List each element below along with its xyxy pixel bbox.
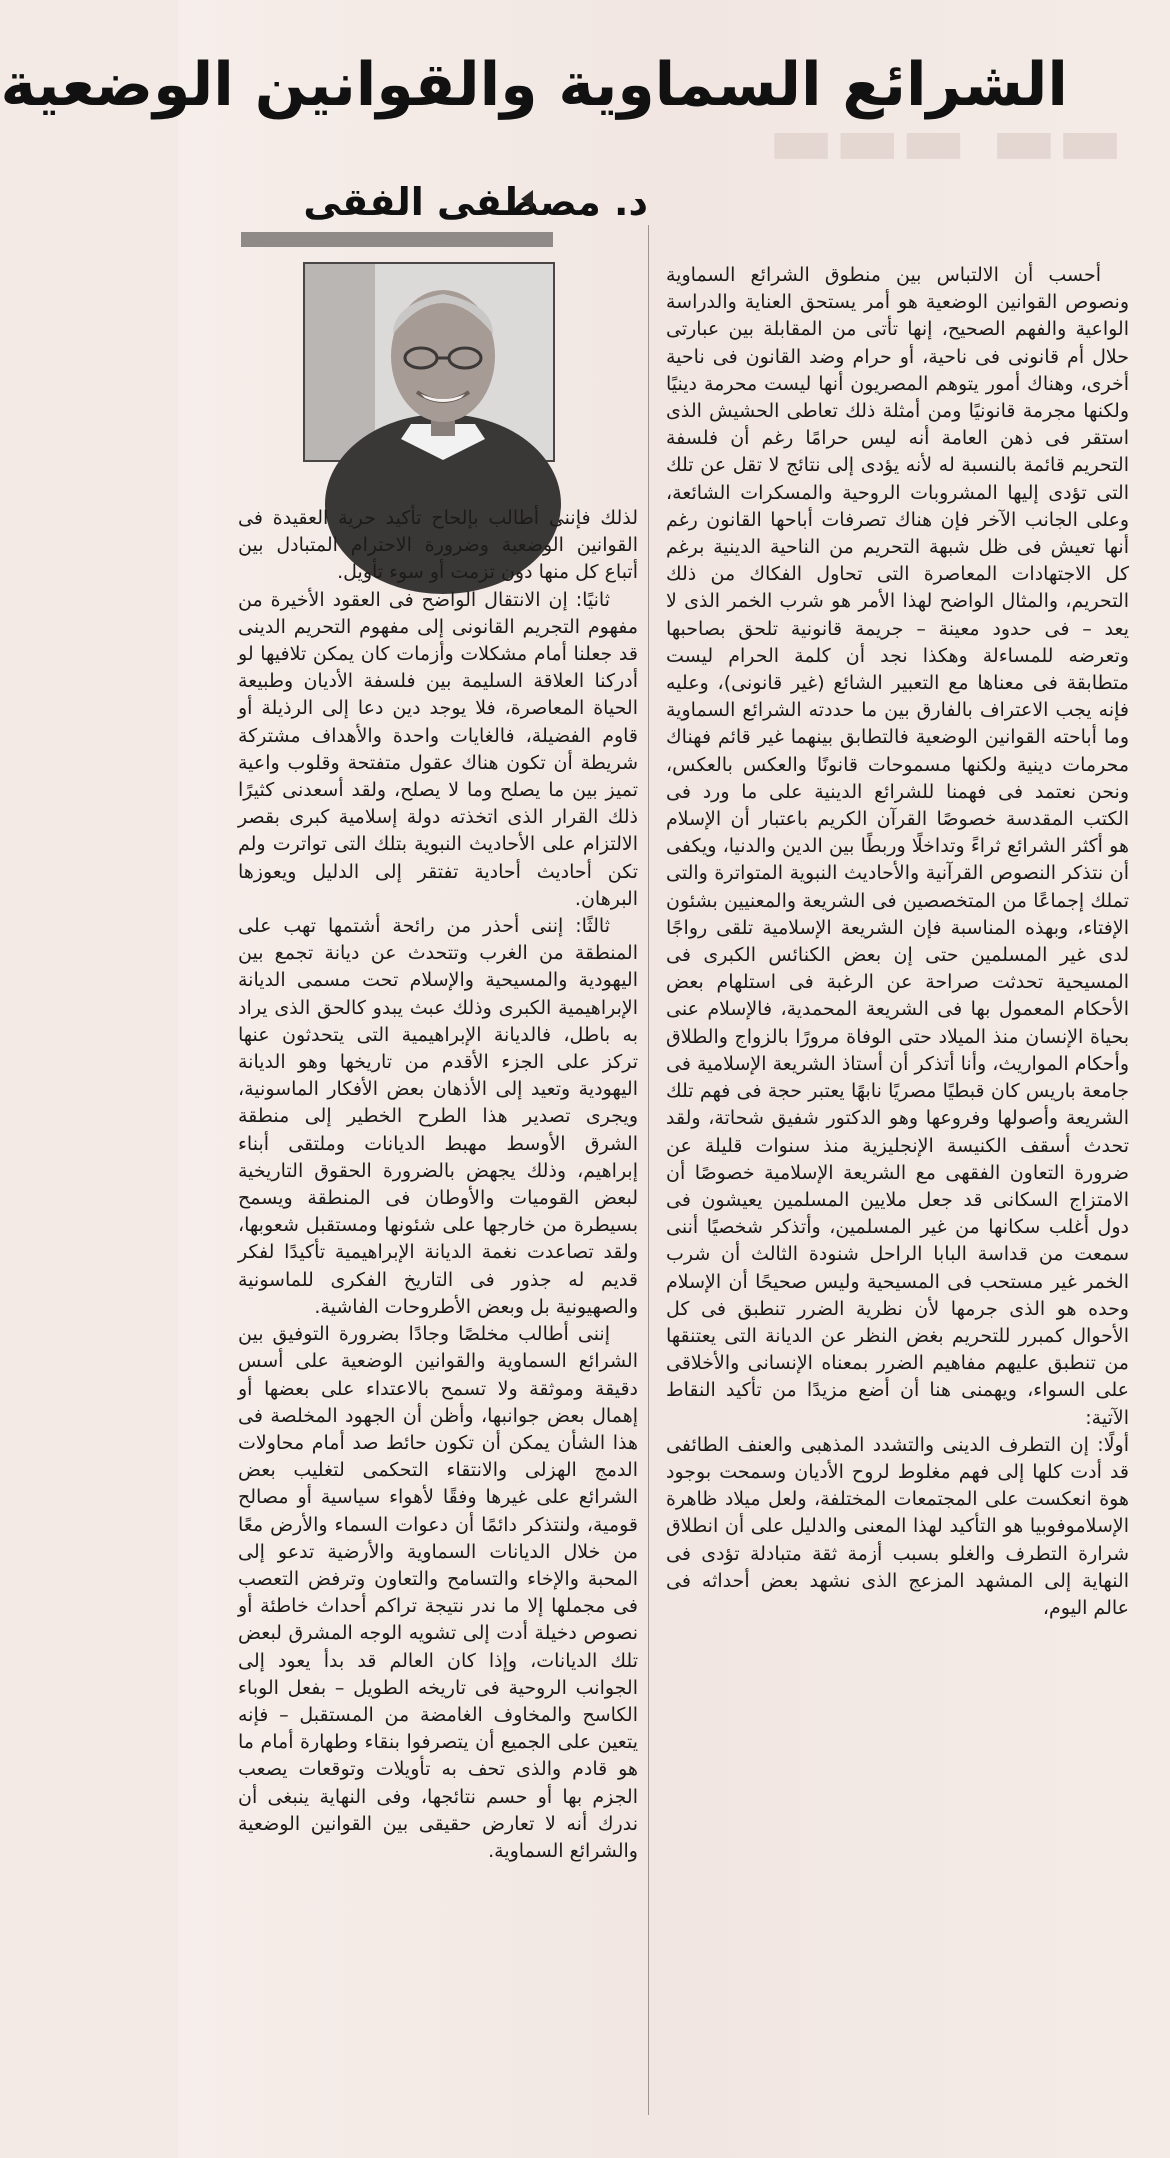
author-photo [303, 262, 555, 462]
article-column-right [666, 262, 1129, 2107]
paragraph-point-1: أولًا: إن التطرف الدينى والتشدد المذهبى والعنف الطائفى قد أدت كلها إلى فهم مغلوط لروح الأديان وسمحت بوجود هوة انعكست على المجتمعات المختلفة، ولعل ميلاد ظاهرة الإسلاموفوبيا هو التأكيد لهذا المعنى والدليل على أن انطلاق شرارة التطرف والغلو بسبب أزمة ثقة متبادلة تؤدى فى النهاية إلى المشهد المزعج الذى نشهد بعض أحداثه فى عالم اليوم، [666, 1433, 1129, 1619]
article-headline: الشرائع السماوية والقوانين الوضعية [0, 50, 1068, 120]
paragraph-point-3: ثالثًا: إننى أحذر من رائحة أشتمها تهب على المنطقة من الغرب وتتحدث عن ديانة تجمع بين اليهودية والمسيحية والإسلام تحت مسمى الديانة الإبراهيمية الكبرى وذلك عبث يبدو كالحق الذى يراد به باطل، فالديانة الإبراهيمية التى يتحدثون عنها تركز على الجزء الأقدم من تاريخها وهو الديانة اليهودية وتعيد إلى الأذهان بعض الأفكار الماسونية، ويجرى تصدير هذا الطرح الخطير إلى منطقة الشرق الأوسط مهبط الديانات وملتقى أبناء إبراهيم، وذلك يجهض بالضرورة الحقوق التاريخية لبعض القوميات والأوطان فى المنطقة ويسمح بسيطرة من خارجها على شئونها ومستقبل شعوبها، ولقد تصاعدت نغمة الديانة الإبراهيمية تأكيدًا لفكر قديم له جذور فى التاريخ الفكرى للماسونية والصهيونية بل وبعض الأطروحات الفاشية. [238, 915, 638, 1318]
paragraph-conclusion: إننى أطالب مخلصًا وجادًا بضرورة التوفيق بين الشرائع السماوية والقوانين الوضعية على أسس دقيقة وموثقة ولا تسمح بالاعتداء على بعضها أو إهمال بعض جوانبها، وأظن أن الجهود المخلصة فى هذا الشأن يمكن أن تكون حائط صد أمام محاولات الدمج الهزلى والانتقاء التحكمى لتغليب بعض الشرائع على غيرها وفقًا لأهواء سياسية أو مصالح قومية، ولنتذكر دائمًا أن دعوات السماء والأرض معًا من خلال الديانات السماوية والأرضية تدعو إلى المحبة والإخاء والتسامح والتعاون وترفض التعصب فى مجملها إلا ما ندر نتيجة تراكم أحداث خاطئة أو نصوص دخيلة أدت إلى تشويه الوجه المشرق لبعض تلك الديانات، وإذا كان العالم قد بدأ يعود إلى الجوانب الروحية فى تاريخه الطويل – بفعل الوباء الكاسح والمخاوف الغامضة من المستقبل – فإنه يتعين على الجميع أن يتصرفوا بنقاء وطهارة أمام ما هو قادم والذى تحف به تأويلات وتوقعات يصعب الجزم بها أو حسم نتائجها، وفى النهاية ينبغى أن ندرك أنه لا تعارض حقيقى بين القوانين الوضعية والشرائع السماوية. [238, 1323, 638, 1862]
byline-arrow-icon [521, 190, 533, 208]
column-divider [648, 225, 649, 2115]
article-column-left [238, 505, 638, 2105]
paragraph-intro: أحسب أن الالتباس بين منطوق الشرائع السماوية ونصوص القوانين الوضعية هو أمر يستحق العناية والدراسة الواعية والفهم الصحيح، إنها تأتى من المقابلة بين عبارتى حلال أم قانونى فى ناحية، أو حرام وضد القانون فى ناحية أخرى، وهناك أمور يتوهم المصريون أنها ليست محرمة دينيًا ولكنها مجرمة قانونيًا ومن أمثلة ذلك تعاطى الحشيش الذى استقر فى ذهن العامة أنه ليس حرامًا رغم أن فلسفة التحريم قائمة بالنسبة له لأنه يؤدى إلى نتائج لا تقل عن تلك التى تؤدى إليها المشروبات الروحية والمسكرات الشائعة، وعلى الجانب الآخر فإن هناك تصرفات أباحها القانون رغم أنها تعيش فى ظل شبهة التحريم من الناحية الدينية برغم كل الاجتهادات المعاصرة التى تحاول الفكاك من ذلك التحريم، والمثال الواضح لهذا الأمر هو شرب الخمر الذى لا يعد – فى حدود معينة – جريمة قانونية تلحق بصاحبها وتعرضه للمساءلة وهكذا نجد أن كلمة الحرام ليست متطابقة فى معناها مع التعبير الشائع (غير قانونى)، وعليه فإنه يجب الاعتراف بالفارق بين ما حددته الشرائع السماوية وما أباحته القوانين الوضعية فالتطابق بينهما غير قائم فهناك محرمات دينية ولكنها مسموحات قانونًا والعكس بالعكس، ونحن نعتمد فى فهمنا للشرائع الدينية على ما ورد فى الكتب المقدسة خصوصًا القرآن الكريم باعتبار أن الإسلام هو أكثر الشرائع ثراءً وتداخلًا وربطًا بين الدين والدنيا، ويكفى أن نتذكر النصوص القرآنية والأحاديث النبوية المتواترة والتى تملك إجماعًا من المتخصصين فى الشريعة والمعنيين بشئون الإفتاء، وبهذه المناسبة فإن الشريعة الإسلامية تلقى رواجًا لدى غير المسلمين حتى إن بعض الكنائس الكبرى فى المسيحية تحدثت صراحة عن الرغبة فى استلهام بعض الأحكام المعمول بها فى الشريعة المحمدية، فالإسلام عنى بحياة الإنسان منذ الميلاد حتى الوفاة مرورًا بالزواج والطلاق وأحكام المواريث، وأنا أتذكر أن أستاذ الشريعة الإسلامية فى جامعة باريس كان قبطيًا مصريًا نابهًا يعتبر حجة فى فهم تلك الشريعة وأصولها وفروعها وهو الدكتور شفيق شحاتة، ولقد تحدث أسقف الكنيسة الإنجليزية منذ سنوات قليلة عن ضرورة التعاون الفقهى مع الشريعة الإسلامية خصوصًا أن الامتزاج السكانى قد جعل ملايين المسلمين يعيشون فى دول أغلب سكانها من غير المسلمين، وأتذكر شخصيًا أننى سمعت من قداسة البابا الراحل شنودة الثالث أن شرب الخمر غير مستحب فى المسيحية وليس صحيحًا أن الإسلام وحده هو الذى جرمها لأن نظرية الضرر تنطبق فى كل الأحوال كمبرر للتحريم بغض النظر عن الديانة التى يعتنقها من تنطبق عليهم مفاهيم الضرر بمعناه الإنسانى والأخلاقى على السواء، ويهمنى هنا أن أضع مزيدًا من تأكيد النقاط الآتية: [666, 264, 1129, 1429]
author-portrait-icon [305, 264, 553, 460]
paragraph-continuation: لذلك فإننى أطالب بإلحاح تأكيد حرية العقيدة فى القوانين الوضعية وضرورة الاحترام المتبادل بين أتباع كل منها دون تزمت أو سوء تأويل. [238, 507, 638, 584]
paragraph-point-2: ثانيًا: إن الانتقال الواضح فى العقود الأخيرة من مفهوم التجريم القانونى إلى مفهوم التحريم الدينى قد جعلنا أمام مشكلات وأزمات كان يمكن تلافيها لو أدركنا العلاقة السليمة بين فلسفة الأديان وطبيعة الحياة المعاصرة، فلا يوجد دين دعا إلى الرذيلة أو قاوم الفضيلة، فالغايات واحدة والأهداف مشتركة شريطة أن تكون هناك عقول متفتحة وقلوب واعية تميز بين ما يصلح وما لا يصلح، ولقد أسعدنى كثيرًا ذلك القرار الذى اتخذته دولة إسلامية كبرى بقصر الالتزام على الأحاديث النبوية بتلك التى تواترت ولم تكن أحاديث أحادية تفتقر إلى الدليل ويعوزها البرهان. [238, 588, 638, 910]
author-byline: د. مصطفى الفقى [303, 180, 648, 224]
byline-underline-bar [241, 232, 553, 247]
bleed-through-text: ▬▬ ▬▬▬ [768, 99, 1124, 181]
